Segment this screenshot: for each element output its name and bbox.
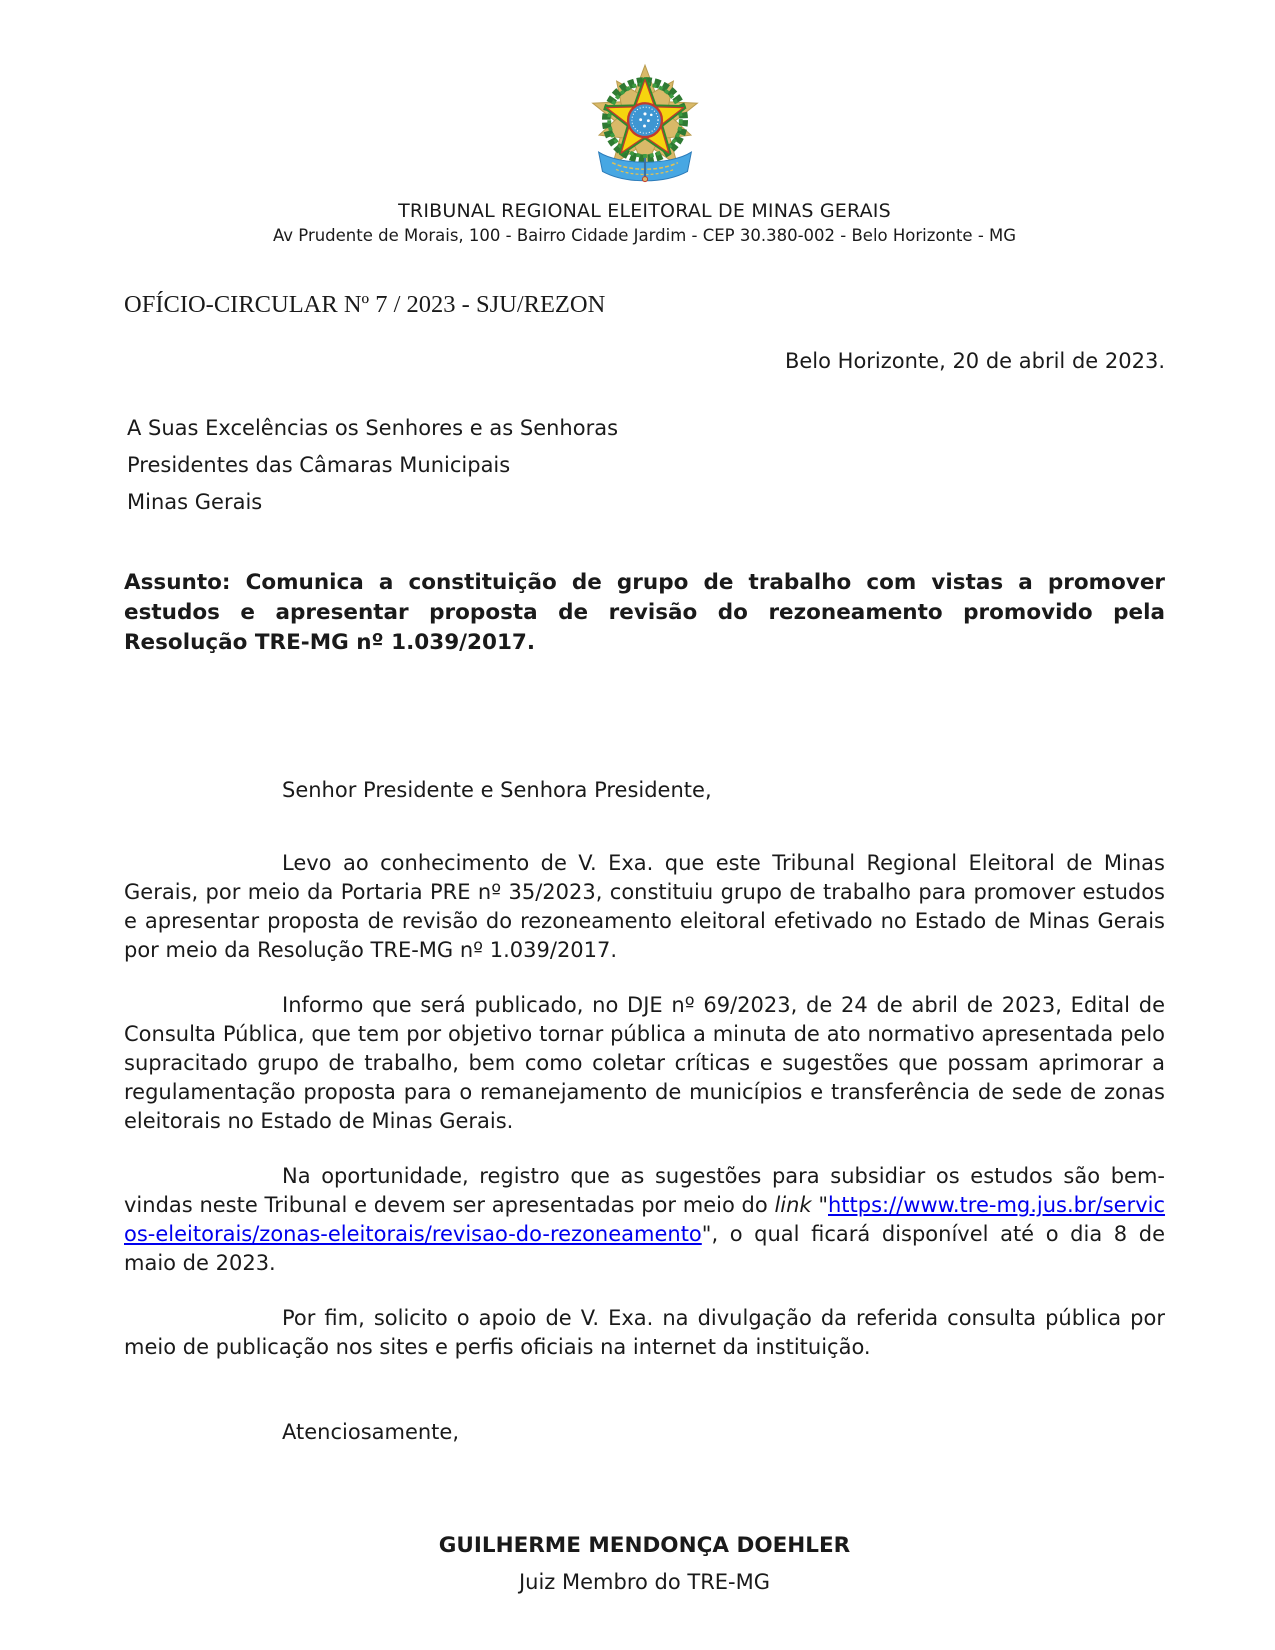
link-word-italic: link [774,1193,812,1217]
org-address: Av Prudente de Morais, 100 - Bairro Cidade Jardim - CEP 30.380-002 - Belo Horizonte - MG [272,226,1017,245]
paragraph-3-quote-open: " [811,1193,828,1217]
signer-name: GUILHERME MENDONÇA DOEHLER [438,1533,851,1558]
letterhead [124,62,1165,245]
document-reference: OFÍCIO-CIRCULAR Nº 7 / 2023 - SJU/REZON [124,291,606,318]
addressee-line-1: A Suas Excelências os Senhores e as Senhoras [127,416,619,440]
paragraph-3 [124,1162,1165,1278]
addressee-block [124,417,1165,514]
paragraph-2: Informo que será publicado, no DJE nº 69/2023, de 24 de abril de 2023, Edital de Consulta Pública, que tem por objetivo tornar pública a minuta de ato normativo apresentada pelo supracitado grupo de trabalho, bem como coletar críticas e sugestões que possam aprimorar a regulamentação proposta para o remanejamento de municípios e transferência de sede de zonas eleitorais no Estado de Minas Gerais. [124,993,1165,1133]
salutation: Senhor Presidente e Senhora Presidente, [282,778,712,802]
rezoning-review-link[interactable]: https://www.tre-mg.jus.br/servicos-eleitorais/zonas-eleitorais/revisao-do-rezoneamento [124,1193,1166,1246]
paragraph-3-text-before: Na oportunidade, registro que as sugestões para subsidiar os estudos são bem-vindas neste Tribunal e devem ser apresentadas por meio do [124,1164,1165,1217]
dateline: Belo Horizonte, 20 de abril de 2023. [784,349,1165,373]
signer-role: Juiz Membro do TRE-MG [518,1570,771,1594]
addressee-line-2: Presidentes das Câmaras Municipais [127,453,511,477]
subject-line: Assunto: Comunica a constituição de grupo de trabalho com vistas a promover estudos e apresentar proposta de revisão do rezoneamento promovido pela Resolução TRE-MG nº 1.039/2017. [124,570,1165,655]
paragraph-4: Por fim, solicito o apoio de V. Exa. na divulgação da referida consulta pública por meio de publicação nos sites e perfis oficiais na internet da instituição. [124,1306,1165,1359]
closing: Atenciosamente, [282,1420,460,1444]
addressee-line-3: Minas Gerais [127,490,263,514]
paragraph-1: Levo ao conhecimento de V. Exa. que este Tribunal Regional Eleitoral de Minas Gerais, por meio da Portaria PRE nº 35/2023, constituiu grupo de trabalho para promover estudos e apresentar proposta de revisão do rezoneamento eleitoral efetivado no Estado de Minas Gerais por meio da Resolução TRE-MG nº 1.039/2017. [124,851,1165,962]
signature-block [124,1533,1165,1594]
paragraph-3-text-after: ", o qual ficará disponível até o dia 8 de maio de 2023. [124,1222,1165,1275]
org-name: TRIBUNAL REGIONAL ELEITORAL DE MINAS GERAIS [398,200,891,222]
brazil-coat-of-arms-icon [587,62,703,188]
